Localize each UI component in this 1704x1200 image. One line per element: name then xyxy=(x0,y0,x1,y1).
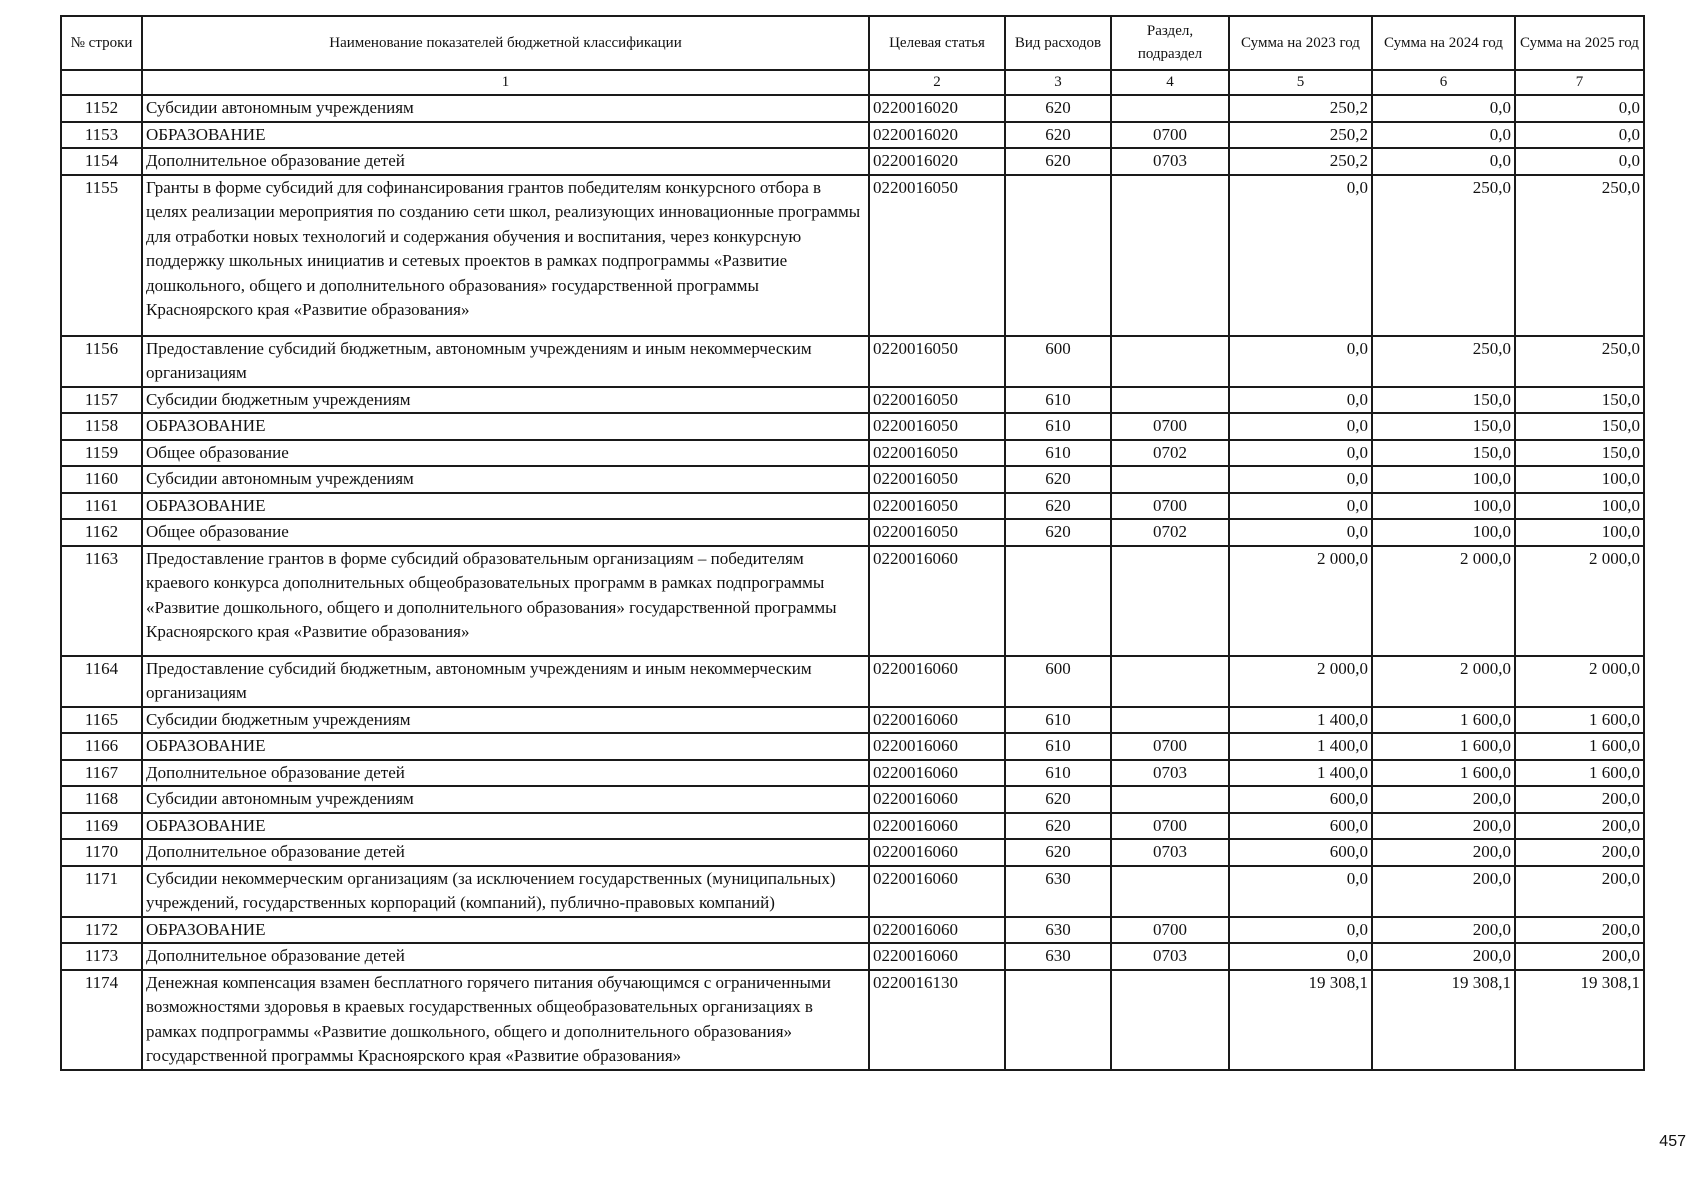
target-article: 0220016060 xyxy=(869,866,1005,917)
row-number: 1160 xyxy=(61,466,142,493)
row-number: 1170 xyxy=(61,839,142,866)
amount-2024: 250,0 xyxy=(1372,336,1515,387)
section-code: 0702 xyxy=(1111,519,1229,546)
table-row xyxy=(61,813,1644,840)
table-body xyxy=(61,95,1644,1070)
expense-type: 630 xyxy=(1005,943,1111,970)
amount-2023: 0,0 xyxy=(1229,413,1372,440)
amount-2024: 19 308,1 xyxy=(1372,970,1515,1070)
amount-2024: 200,0 xyxy=(1372,839,1515,866)
table-row xyxy=(61,786,1644,813)
amount-2024: 100,0 xyxy=(1372,466,1515,493)
amount-2024: 1 600,0 xyxy=(1372,733,1515,760)
indicator-name: ОБРАЗОВАНИЕ xyxy=(142,413,869,440)
amount-2024: 0,0 xyxy=(1372,95,1515,122)
table-row xyxy=(61,336,1644,387)
row-number: 1158 xyxy=(61,413,142,440)
indicator-name: ОБРАЗОВАНИЕ xyxy=(142,122,869,149)
amount-2025: 200,0 xyxy=(1515,813,1644,840)
amount-2025: 0,0 xyxy=(1515,122,1644,149)
amount-2025: 19 308,1 xyxy=(1515,970,1644,1070)
amount-2024: 1 600,0 xyxy=(1372,707,1515,734)
amount-2023: 250,2 xyxy=(1229,95,1372,122)
expense-type: 620 xyxy=(1005,813,1111,840)
amount-2023: 250,2 xyxy=(1229,122,1372,149)
amount-2025: 200,0 xyxy=(1515,866,1644,917)
expense-type: 610 xyxy=(1005,760,1111,787)
target-article: 0220016050 xyxy=(869,413,1005,440)
section-code: 0703 xyxy=(1111,760,1229,787)
indicator-name: ОБРАЗОВАНИЕ xyxy=(142,917,869,944)
indicator-name: Предоставление субсидий бюджетным, автономным учреждениям и иным некоммерческим организациям xyxy=(142,336,869,387)
expense-type: 610 xyxy=(1005,387,1111,414)
table-row xyxy=(61,122,1644,149)
row-number: 1153 xyxy=(61,122,142,149)
amount-2025: 0,0 xyxy=(1515,148,1644,175)
expense-type: 610 xyxy=(1005,707,1111,734)
amount-2023: 0,0 xyxy=(1229,175,1372,336)
indicator-name: Предоставление субсидий бюджетным, автономным учреждениям и иным некоммерческим организациям xyxy=(142,656,869,707)
amount-2024: 200,0 xyxy=(1372,917,1515,944)
section-code: 0700 xyxy=(1111,917,1229,944)
row-number: 1166 xyxy=(61,733,142,760)
section-code xyxy=(1111,336,1229,387)
amount-2023: 1 400,0 xyxy=(1229,733,1372,760)
amount-2023: 0,0 xyxy=(1229,493,1372,520)
target-article: 0220016020 xyxy=(869,148,1005,175)
header-amount-2024: Сумма на 2024 год xyxy=(1372,16,1515,70)
amount-2024: 1 600,0 xyxy=(1372,760,1515,787)
row-number: 1156 xyxy=(61,336,142,387)
amount-2025: 1 600,0 xyxy=(1515,733,1644,760)
section-code: 0703 xyxy=(1111,943,1229,970)
indicator-name: Общее образование xyxy=(142,440,869,467)
target-article: 0220016060 xyxy=(869,786,1005,813)
row-number: 1172 xyxy=(61,917,142,944)
indicator-name: Предоставление грантов в форме субсидий образовательным организациям – победителям краевого конкурса дополнительных общеобразовательных программ в рамках подпрограммы «Развитие дошкольного, общего и дополнительного образования» государственной программы Красноярского края «Развитие образования» xyxy=(142,546,869,656)
target-article: 0220016050 xyxy=(869,440,1005,467)
target-article: 0220016060 xyxy=(869,760,1005,787)
expense-type: 600 xyxy=(1005,656,1111,707)
amount-2025: 200,0 xyxy=(1515,786,1644,813)
expense-type xyxy=(1005,175,1111,336)
amount-2025: 1 600,0 xyxy=(1515,707,1644,734)
table-row xyxy=(61,440,1644,467)
column-number: 3 xyxy=(1005,70,1111,95)
amount-2024: 200,0 xyxy=(1372,866,1515,917)
amount-2024: 2 000,0 xyxy=(1372,656,1515,707)
section-code: 0700 xyxy=(1111,413,1229,440)
section-code xyxy=(1111,970,1229,1070)
expense-type: 610 xyxy=(1005,413,1111,440)
amount-2025: 200,0 xyxy=(1515,839,1644,866)
indicator-name: Субсидии бюджетным учреждениям xyxy=(142,707,869,734)
target-article: 0220016060 xyxy=(869,656,1005,707)
section-code xyxy=(1111,95,1229,122)
section-code: 0700 xyxy=(1111,493,1229,520)
target-article: 0220016060 xyxy=(869,813,1005,840)
indicator-name: Субсидии автономным учреждениям xyxy=(142,466,869,493)
amount-2023: 0,0 xyxy=(1229,387,1372,414)
section-code: 0703 xyxy=(1111,148,1229,175)
column-number: 7 xyxy=(1515,70,1644,95)
table-row xyxy=(61,970,1644,1070)
section-code xyxy=(1111,656,1229,707)
amount-2024: 200,0 xyxy=(1372,786,1515,813)
target-article: 0220016050 xyxy=(869,387,1005,414)
indicator-name: ОБРАЗОВАНИЕ xyxy=(142,493,869,520)
column-number: 5 xyxy=(1229,70,1372,95)
amount-2025: 2 000,0 xyxy=(1515,546,1644,656)
amount-2024: 200,0 xyxy=(1372,943,1515,970)
expense-type: 620 xyxy=(1005,148,1111,175)
row-number: 1152 xyxy=(61,95,142,122)
column-number: 4 xyxy=(1111,70,1229,95)
amount-2025: 150,0 xyxy=(1515,413,1644,440)
section-code: 0700 xyxy=(1111,733,1229,760)
section-code xyxy=(1111,866,1229,917)
table-row xyxy=(61,387,1644,414)
amount-2023: 0,0 xyxy=(1229,466,1372,493)
target-article: 0220016050 xyxy=(869,466,1005,493)
section-code xyxy=(1111,707,1229,734)
target-article: 0220016020 xyxy=(869,122,1005,149)
amount-2024: 0,0 xyxy=(1372,148,1515,175)
row-number: 1163 xyxy=(61,546,142,656)
header-row-number: № строки xyxy=(61,16,142,70)
row-number: 1159 xyxy=(61,440,142,467)
amount-2024: 150,0 xyxy=(1372,440,1515,467)
amount-2023: 600,0 xyxy=(1229,786,1372,813)
column-number: 2 xyxy=(869,70,1005,95)
amount-2023: 0,0 xyxy=(1229,866,1372,917)
table-row xyxy=(61,546,1644,656)
table-row xyxy=(61,413,1644,440)
amount-2023: 0,0 xyxy=(1229,440,1372,467)
expense-type: 620 xyxy=(1005,839,1111,866)
indicator-name: Общее образование xyxy=(142,519,869,546)
table-row xyxy=(61,519,1644,546)
section-code: 0702 xyxy=(1111,440,1229,467)
amount-2023: 1 400,0 xyxy=(1229,707,1372,734)
amount-2023: 2 000,0 xyxy=(1229,546,1372,656)
section-code xyxy=(1111,466,1229,493)
expense-type: 610 xyxy=(1005,733,1111,760)
indicator-name: Дополнительное образование детей xyxy=(142,943,869,970)
expense-type: 610 xyxy=(1005,440,1111,467)
expense-type: 620 xyxy=(1005,519,1111,546)
table-row xyxy=(61,733,1644,760)
indicator-name: ОБРАЗОВАНИЕ xyxy=(142,813,869,840)
table-row xyxy=(61,707,1644,734)
header-amount-2023: Сумма на 2023 год xyxy=(1229,16,1372,70)
table-row xyxy=(61,466,1644,493)
section-code: 0703 xyxy=(1111,839,1229,866)
expense-type: 620 xyxy=(1005,466,1111,493)
column-number: 1 xyxy=(142,70,869,95)
row-number: 1167 xyxy=(61,760,142,787)
amount-2023: 250,2 xyxy=(1229,148,1372,175)
target-article: 0220016060 xyxy=(869,733,1005,760)
amount-2025: 200,0 xyxy=(1515,943,1644,970)
indicator-name: Субсидии некоммерческим организациям (за исключением государственных (муниципальных) учреждений, государственных корпораций (компаний), публично-правовых компаний) xyxy=(142,866,869,917)
amount-2025: 200,0 xyxy=(1515,917,1644,944)
header-indicator-name: Наименование показателей бюджетной классификации xyxy=(142,16,869,70)
section-code: 0700 xyxy=(1111,813,1229,840)
amount-2023: 0,0 xyxy=(1229,519,1372,546)
amount-2023: 600,0 xyxy=(1229,839,1372,866)
table-header-row xyxy=(61,16,1644,70)
table-row xyxy=(61,866,1644,917)
expense-type: 620 xyxy=(1005,493,1111,520)
target-article: 0220016050 xyxy=(869,493,1005,520)
section-code xyxy=(1111,175,1229,336)
section-code xyxy=(1111,387,1229,414)
indicator-name: Субсидии бюджетным учреждениям xyxy=(142,387,869,414)
indicator-name: Субсидии автономным учреждениям xyxy=(142,786,869,813)
expense-type: 630 xyxy=(1005,917,1111,944)
amount-2025: 100,0 xyxy=(1515,466,1644,493)
indicator-name: Дополнительное образование детей xyxy=(142,760,869,787)
row-number: 1173 xyxy=(61,943,142,970)
amount-2024: 150,0 xyxy=(1372,387,1515,414)
target-article: 0220016050 xyxy=(869,175,1005,336)
amount-2025: 0,0 xyxy=(1515,95,1644,122)
amount-2025: 100,0 xyxy=(1515,519,1644,546)
indicator-name: Субсидии автономным учреждениям xyxy=(142,95,869,122)
row-number: 1169 xyxy=(61,813,142,840)
amount-2024: 250,0 xyxy=(1372,175,1515,336)
row-number: 1157 xyxy=(61,387,142,414)
target-article: 0220016060 xyxy=(869,943,1005,970)
section-code xyxy=(1111,546,1229,656)
table-row xyxy=(61,148,1644,175)
target-article: 0220016060 xyxy=(869,917,1005,944)
target-article: 0220016060 xyxy=(869,839,1005,866)
amount-2025: 100,0 xyxy=(1515,493,1644,520)
row-number: 1161 xyxy=(61,493,142,520)
column-number-row xyxy=(61,70,1644,95)
amount-2024: 2 000,0 xyxy=(1372,546,1515,656)
column-number xyxy=(61,70,142,95)
expense-type: 620 xyxy=(1005,122,1111,149)
table-row xyxy=(61,656,1644,707)
indicator-name: Денежная компенсация взамен бесплатного горячего питания обучающимся с ограниченными возможностями здоровья в краевых государственных общеобразовательных организациях в рамках подпрограммы «Развитие дошкольного, общего и дополнительного образования» государственной программы Красноярского края «Развитие образования» xyxy=(142,970,869,1070)
amount-2024: 100,0 xyxy=(1372,519,1515,546)
row-number: 1168 xyxy=(61,786,142,813)
row-number: 1162 xyxy=(61,519,142,546)
expense-type xyxy=(1005,546,1111,656)
header-amount-2025: Сумма на 2025 год xyxy=(1515,16,1644,70)
table-row xyxy=(61,175,1644,336)
section-code xyxy=(1111,786,1229,813)
amount-2025: 1 600,0 xyxy=(1515,760,1644,787)
header-target-article: Целевая статья xyxy=(869,16,1005,70)
row-number: 1174 xyxy=(61,970,142,1070)
row-number: 1154 xyxy=(61,148,142,175)
amount-2025: 150,0 xyxy=(1515,387,1644,414)
column-number: 6 xyxy=(1372,70,1515,95)
indicator-name: ОБРАЗОВАНИЕ xyxy=(142,733,869,760)
target-article: 0220016060 xyxy=(869,707,1005,734)
expense-type xyxy=(1005,970,1111,1070)
expense-type: 620 xyxy=(1005,95,1111,122)
row-number: 1155 xyxy=(61,175,142,336)
target-article: 0220016050 xyxy=(869,336,1005,387)
header-section: Раздел, подраздел xyxy=(1111,16,1229,70)
amount-2023: 0,0 xyxy=(1229,943,1372,970)
amount-2023: 0,0 xyxy=(1229,917,1372,944)
amount-2023: 0,0 xyxy=(1229,336,1372,387)
table-row xyxy=(61,917,1644,944)
table-row xyxy=(61,943,1644,970)
amount-2025: 250,0 xyxy=(1515,175,1644,336)
expense-type: 630 xyxy=(1005,866,1111,917)
amount-2025: 250,0 xyxy=(1515,336,1644,387)
indicator-name: Дополнительное образование детей xyxy=(142,148,869,175)
table-row xyxy=(61,493,1644,520)
page-number: 457 xyxy=(1659,1133,1686,1150)
row-number: 1165 xyxy=(61,707,142,734)
amount-2025: 150,0 xyxy=(1515,440,1644,467)
amount-2023: 1 400,0 xyxy=(1229,760,1372,787)
amount-2024: 100,0 xyxy=(1372,493,1515,520)
amount-2024: 0,0 xyxy=(1372,122,1515,149)
amount-2024: 150,0 xyxy=(1372,413,1515,440)
amount-2025: 2 000,0 xyxy=(1515,656,1644,707)
expense-type: 620 xyxy=(1005,786,1111,813)
indicator-name: Дополнительное образование детей xyxy=(142,839,869,866)
target-article: 0220016050 xyxy=(869,519,1005,546)
section-code: 0700 xyxy=(1111,122,1229,149)
table-row xyxy=(61,839,1644,866)
amount-2023: 600,0 xyxy=(1229,813,1372,840)
amount-2024: 200,0 xyxy=(1372,813,1515,840)
row-number: 1171 xyxy=(61,866,142,917)
target-article: 0220016020 xyxy=(869,95,1005,122)
table-row xyxy=(61,760,1644,787)
target-article: 0220016130 xyxy=(869,970,1005,1070)
target-article: 0220016060 xyxy=(869,546,1005,656)
table-row xyxy=(61,95,1644,122)
amount-2023: 19 308,1 xyxy=(1229,970,1372,1070)
amount-2023: 2 000,0 xyxy=(1229,656,1372,707)
row-number: 1164 xyxy=(61,656,142,707)
expense-type: 600 xyxy=(1005,336,1111,387)
indicator-name: Гранты в форме субсидий для софинансирования грантов победителям конкурсного отбора в целях реализации мероприятия по созданию сети школ, реализующих инновационные программы для отработки новых технологий и содержания обучения и воспитания, через конкурсную поддержку школьных инициатив и сетевых проектов в рамках подпрограммы «Развитие дошкольного, общего и дополнительного образования» государственной программы Красноярского края «Развитие образования» xyxy=(142,175,869,336)
budget-table xyxy=(60,15,1645,1071)
header-expense-type: Вид расходов xyxy=(1005,16,1111,70)
